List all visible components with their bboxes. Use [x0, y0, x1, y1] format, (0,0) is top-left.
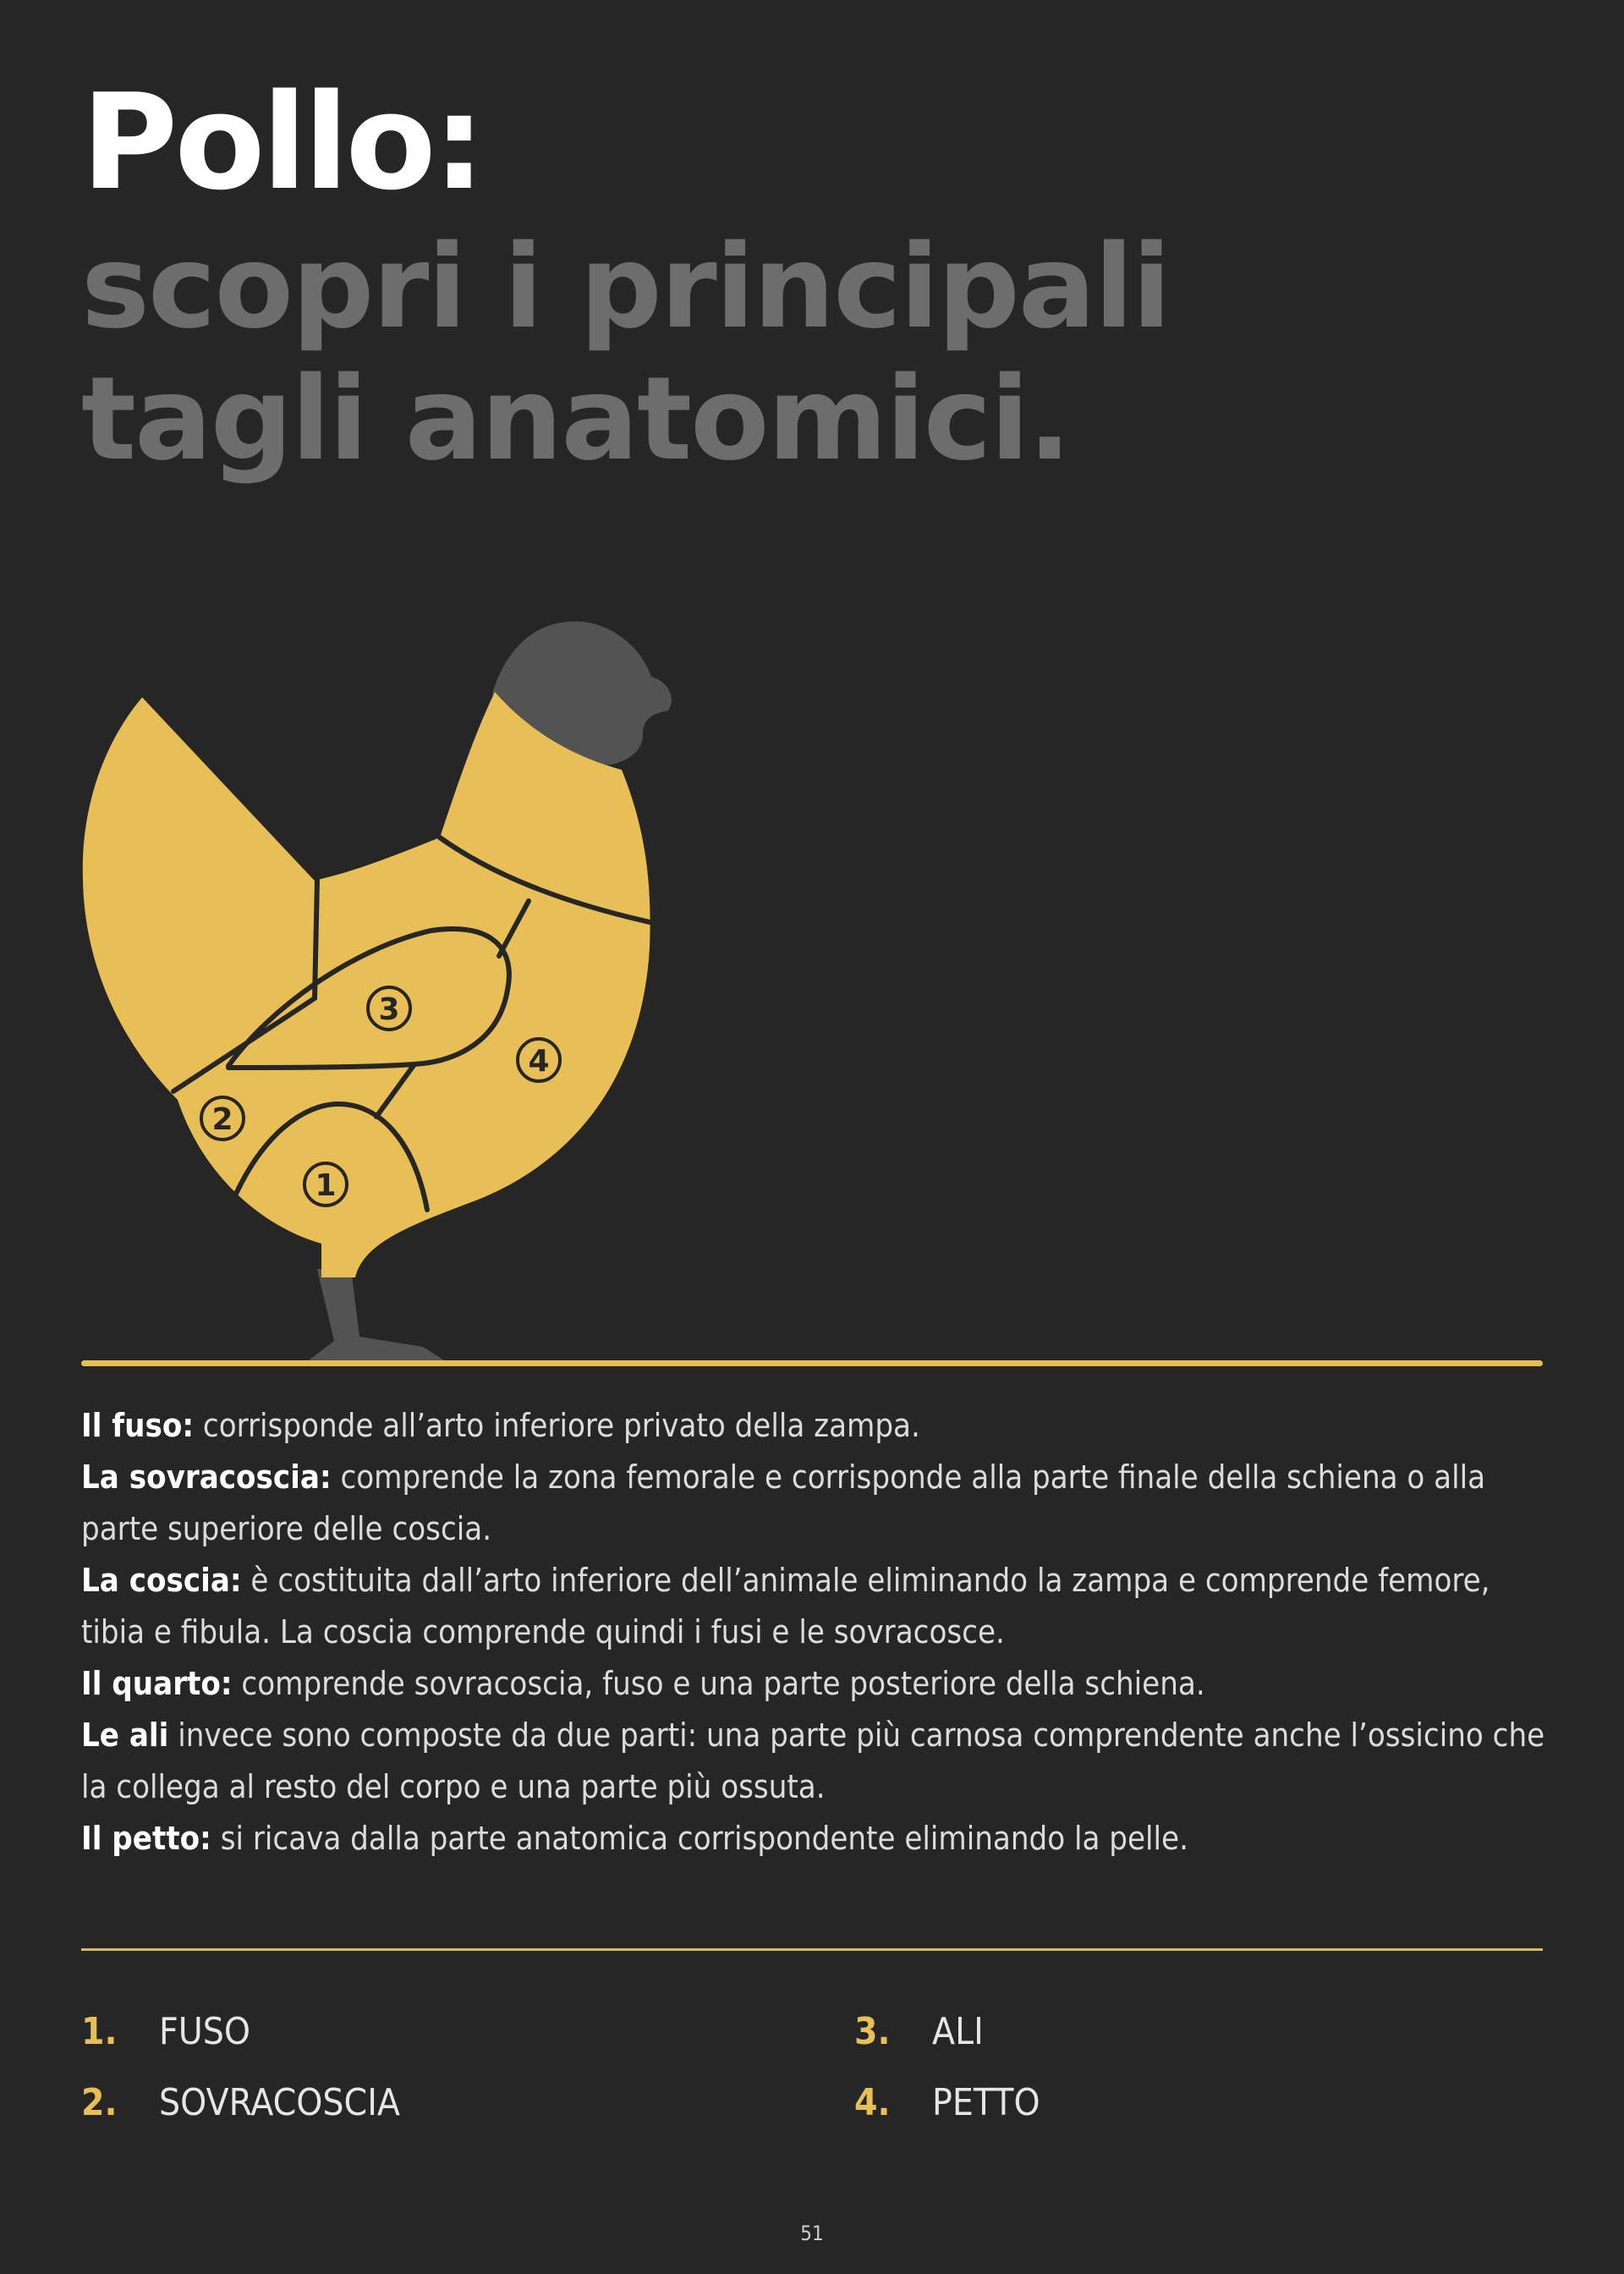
legend-label: ALI — [932, 2010, 984, 2053]
desc-term: Il fuso: — [81, 1407, 195, 1444]
desc-quarto — [81, 1658, 1553, 1710]
legend-right — [854, 1997, 1040, 2139]
desc-term: La coscia: — [81, 1562, 242, 1599]
legend-item — [81, 1997, 400, 2068]
legend-item — [854, 1997, 1040, 2068]
desc-term: Il petto: — [81, 1820, 211, 1857]
desc-term: La sovracoscia: — [81, 1458, 332, 1496]
desc-text: comprende sovracoscia, fuso e una parte posteriore della schiena. — [232, 1665, 1205, 1702]
label-4-text: 4 — [528, 1044, 550, 1079]
desc-ali — [81, 1710, 1553, 1813]
desc-text: comprende la zona femorale e corrisponde alla parte finale della schiena o alla parte superiore delle coscia. — [81, 1458, 1486, 1547]
label-2-text: 2 — [211, 1102, 233, 1137]
divider-thin — [81, 1948, 1543, 1951]
subtitle-line-2: tagli anatomici. — [81, 353, 1070, 486]
legend-label: FUSO — [159, 2010, 251, 2053]
legend-number: 3. — [854, 2010, 891, 2053]
desc-sovracoscia — [81, 1452, 1553, 1555]
divider-yellow — [81, 1360, 1543, 1366]
page-number: 51 — [800, 2222, 824, 2245]
legend-item — [81, 2068, 400, 2139]
legend-left — [81, 1997, 400, 2139]
legend-number: 1. — [81, 2010, 118, 2053]
chicken-body — [83, 692, 650, 1277]
page-subtitle — [81, 222, 1170, 486]
label-3-text: 3 — [378, 992, 400, 1027]
label-1-text: 1 — [315, 1168, 337, 1203]
description — [81, 1400, 1553, 1865]
desc-term: Il quarto: — [81, 1665, 233, 1702]
desc-text: è costituita dall’arto inferiore dell’animale eliminando la zampa e comprende femore, tibia e fibula. La coscia comprende quindi i fusi e le sovracosce. — [81, 1562, 1490, 1651]
desc-term: Le ali — [81, 1716, 169, 1754]
page-title: Pollo: — [81, 65, 483, 219]
desc-petto — [81, 1813, 1553, 1865]
legend-label: PETTO — [932, 2081, 1040, 2124]
legend-number: 4. — [854, 2081, 891, 2124]
desc-text: invece sono composte da due parti: una parte più carnosa comprendente anche l’ossicino che la collega al resto del corpo e una parte più ossuta. — [81, 1716, 1545, 1805]
desc-text: corrisponde all’arto inferiore privato della zampa. — [194, 1407, 920, 1444]
legend-item — [854, 2068, 1040, 2139]
desc-coscia — [81, 1555, 1553, 1658]
desc-text: si ricava dalla parte anatomica corrispondente eliminando la pelle. — [211, 1820, 1188, 1857]
legend-label: SOVRACOSCIA — [159, 2081, 400, 2124]
desc-fuso — [81, 1400, 1553, 1452]
chicken-leg — [309, 1269, 444, 1360]
subtitle-line-1: scopri i principali — [81, 221, 1170, 354]
legend-number: 2. — [81, 2081, 118, 2124]
chicken-cuts-diagram — [76, 609, 685, 1370]
